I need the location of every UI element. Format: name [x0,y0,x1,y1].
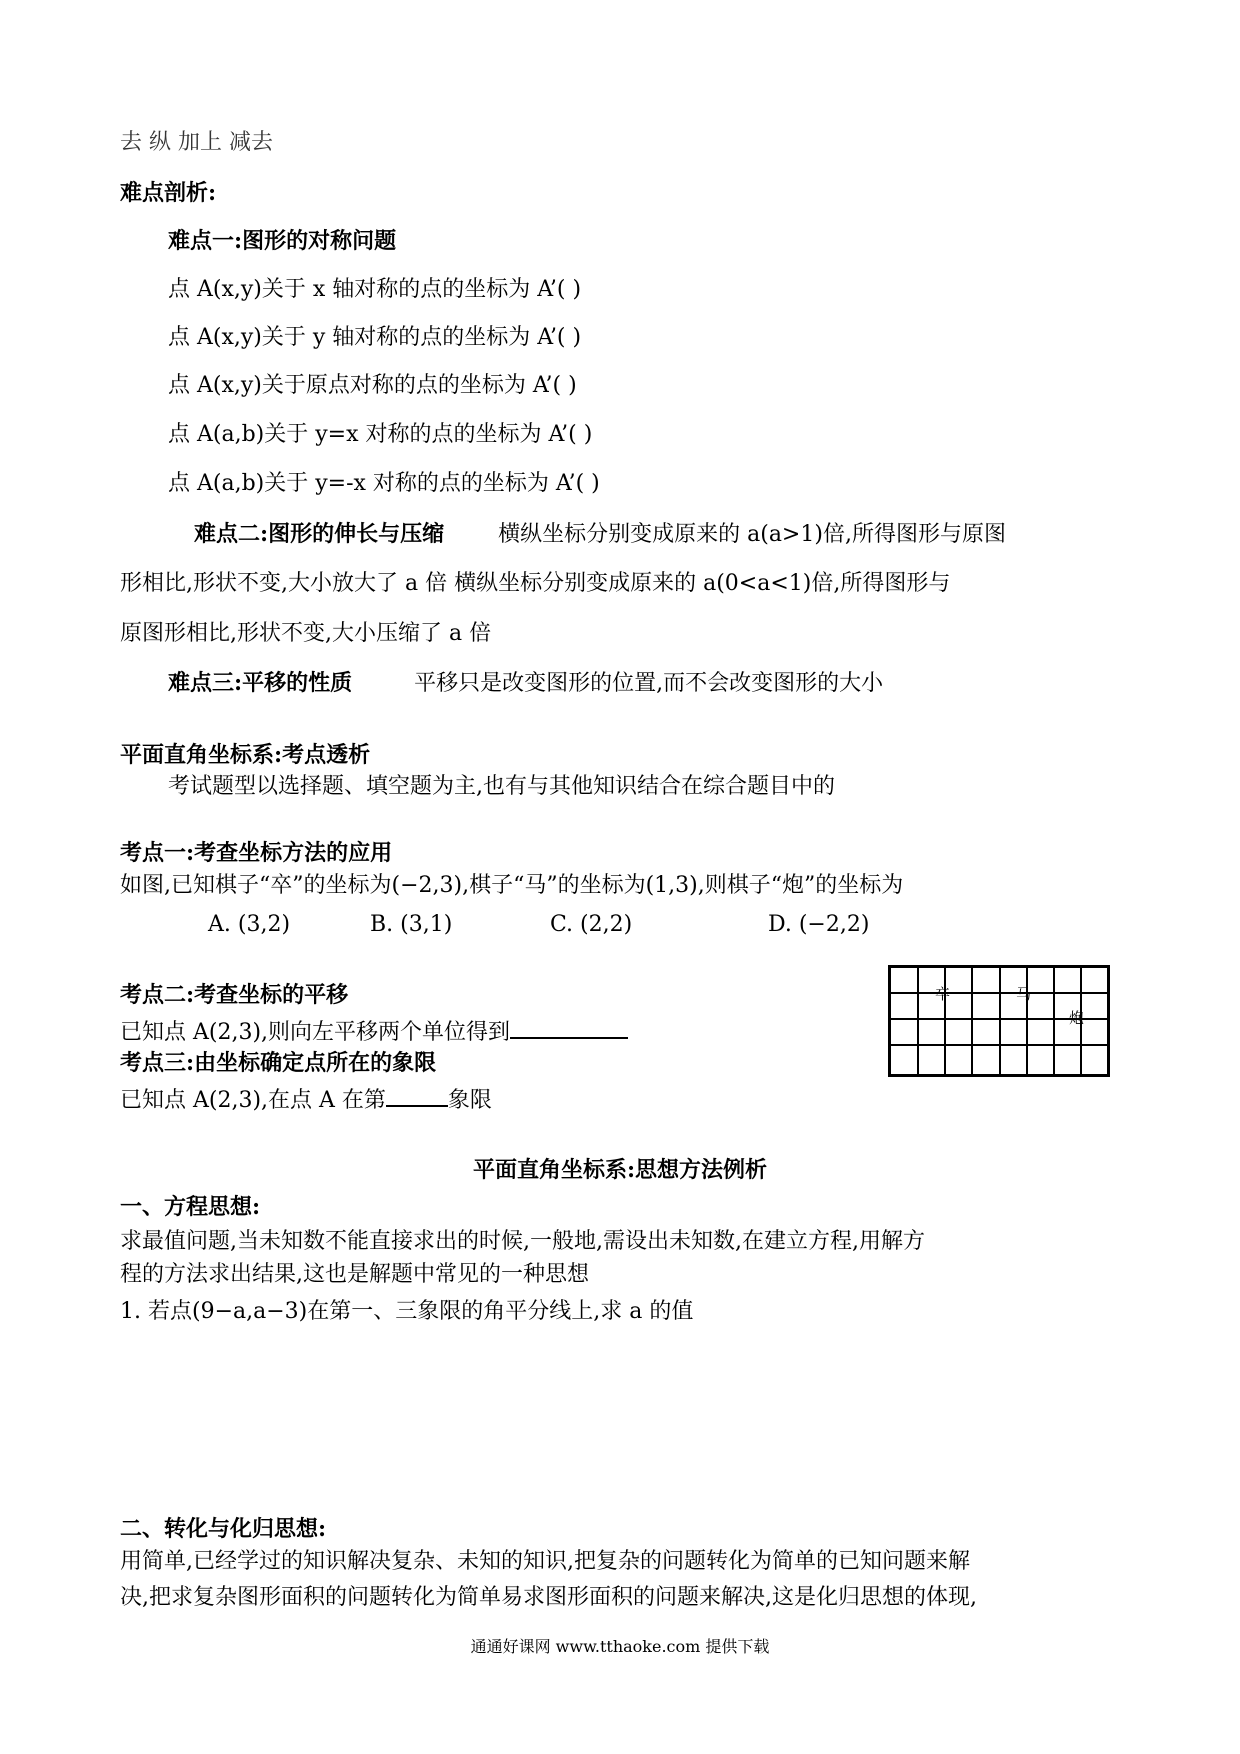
k2-answer-blank [510,1013,628,1039]
k3-question-line [120,1081,492,1116]
difficulty-title: 难点剖析: [120,180,217,206]
m1-line-1: 求最值问题,当未知数不能直接求出的时候,一般地,需设出未知数,在建立方程,用解方 [120,1229,925,1254]
k3-title: 考点三:由坐标确定点所在的象限 [120,1050,437,1076]
m2-title: 二、转化与化归思想: [120,1516,327,1542]
d1-item-4: 点 A(a,b)关于 y=x 对称的点的坐标为 A’( ) [168,422,593,447]
d3-line [168,668,883,699]
d1-item-3: 点 A(x,y)关于原点对称的点的坐标为 A’( ) [168,373,577,398]
k3-question-b: 象限 [447,1088,492,1113]
d2-title: 难点二:图形的伸长与压缩 [194,521,445,547]
d2-line-3: 原图形相比,形状不变,大小压缩了 a 倍 [120,621,492,646]
k2-question-line [120,1013,628,1048]
m2-line-2: 决,把求复杂图形面积的问题转化为简单易求图形面积的问题来解决,这是化归思想的体现, [120,1585,977,1610]
d3-title: 难点三:平移的性质 [168,670,353,696]
k1-option-d: D. (−2,2) [768,912,870,937]
m2-line-1: 用简单,已经学过的知识解决复杂、未知的知识,把复杂的问题转化为简单的已知问题来解 [120,1549,970,1574]
board-piece-zu: 卒 [935,985,951,1003]
top-line: 去 纵 加上 减去 [120,130,273,155]
k1-option-c: C. (2,2) [550,912,633,937]
k3-question-a: 已知点 A(2,3),在点 A 在第 [120,1088,386,1113]
d1-item-2: 点 A(x,y)关于 y 轴对称的点的坐标为 A’( ) [168,325,582,350]
board-piece-pao: 炮 [1069,1009,1085,1027]
chess-board-figure [888,965,1110,1077]
d2-text-1: 横纵坐标分别变成原来的 a(a>1)倍,所得图形与原图 [498,522,1006,547]
board-piece-ma: 马 [1016,985,1032,1003]
d1-item-1: 点 A(x,y)关于 x 轴对称的点的坐标为 A’( ) [168,277,582,302]
kaodian-text: 考试题型以选择题、填空题为主,也有与其他知识结合在综合题目中的 [168,774,835,799]
d2-line-1 [194,519,1006,550]
m1-line-2: 程的方法求出结果,这也是解题中常见的一种思想 [120,1262,589,1287]
k1-title: 考点一:考查坐标方法的应用 [120,840,393,866]
k1-option-a: A. (3,2) [208,912,291,937]
k2-title: 考点二:考查坐标的平移 [120,982,349,1008]
k1-option-b: B. (3,1) [370,912,453,937]
k2-question: 已知点 A(2,3),则向左平移两个单位得到 [120,1020,511,1045]
d3-text: 平移只是改变图形的位置,而不会改变图形的大小 [414,671,884,696]
k3-answer-blank [386,1081,448,1107]
d2-line-2: 形相比,形状不变,大小放大了 a 倍 横纵坐标分别变成原来的 a(0<a<1)倍,所得图形与 [120,571,951,596]
k1-question: 如图,已知棋子“卒”的坐标为(−2,3),棋子“马”的坐标为(1,3),则棋子“炮”的坐标为 [120,873,904,898]
methods-title: 平面直角坐标系:思想方法例析 [472,1157,768,1183]
d1-item-5: 点 A(a,b)关于 y=-x 对称的点的坐标为 A’( ) [168,471,600,496]
page-footer: 通通好课网 www.tthaoke.com 提供下载 [470,1637,770,1656]
m1-question-1: 1. 若点(9−a,a−3)在第一、三象限的角平分线上,求 a 的值 [120,1299,694,1324]
kaodian-title: 平面直角坐标系:考点透析 [120,742,371,768]
d1-title: 难点一:图形的对称问题 [168,228,397,254]
m1-title: 一、方程思想: [120,1194,261,1220]
